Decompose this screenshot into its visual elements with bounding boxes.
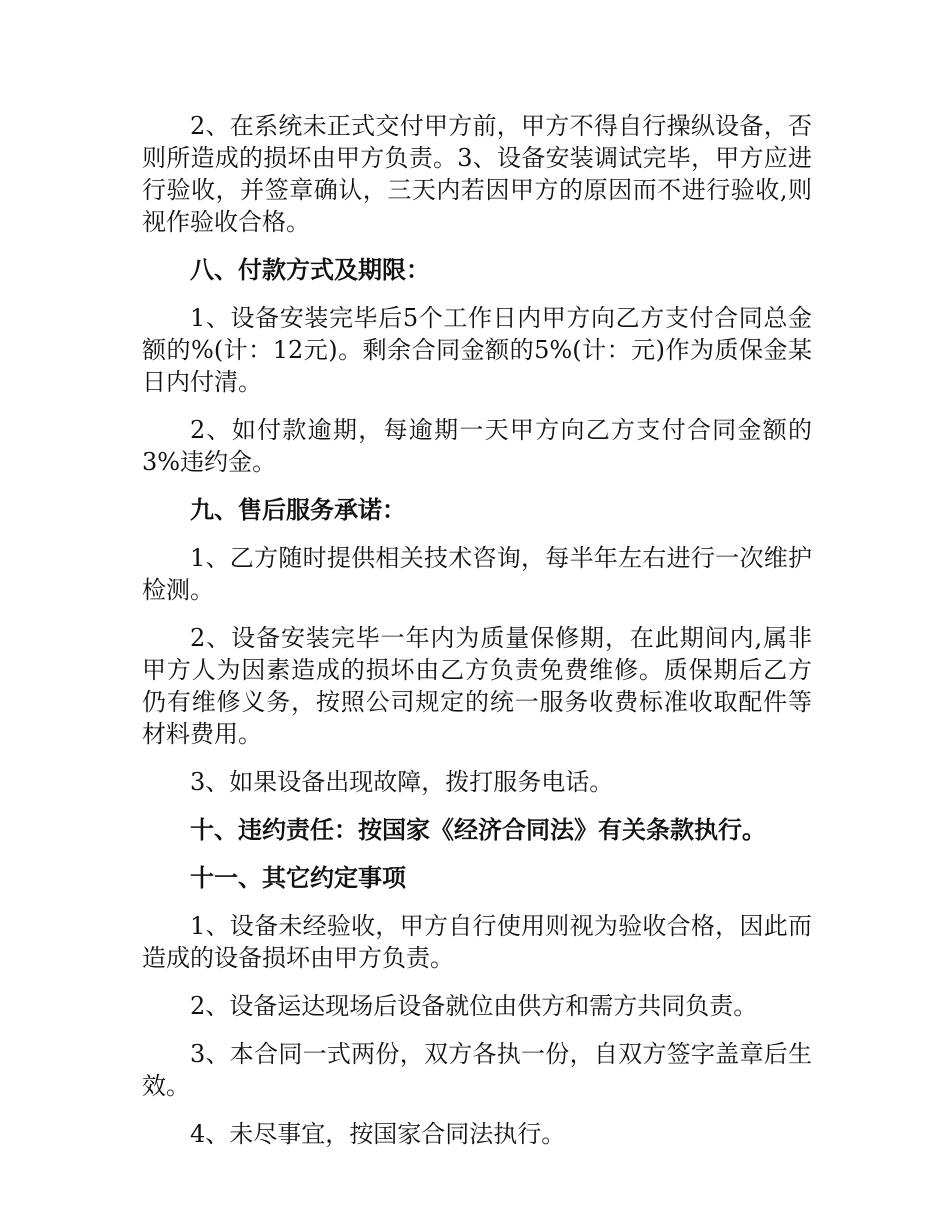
section-heading-breach: 十、违约责任：按国家《经济合同法》有关条款执行。: [190, 815, 766, 844]
section-heading-other-terms: 十一、其它约定事项: [190, 863, 406, 892]
other-terms-item-1: 1、设备未经验收，甲方自行使用则视为验收合格，因此而造成的设备损坏由甲方负责。: [142, 912, 812, 972]
other-terms-item-2: 2、设备运达现场后设备就位由供方和需方共同负责。: [190, 992, 758, 1020]
payment-item-2: 2、如付款逾期，每逾期一天甲方向乙方支付合同金额的3%违约金。: [142, 416, 812, 476]
section-heading-payment: 八、付款方式及期限：: [190, 255, 430, 284]
document-body: [142, 110, 812, 1166]
after-sales-item-1: 1、乙方随时提供相关技术咨询，每半年左右进行一次维护检测。: [142, 544, 812, 604]
after-sales-item-3: 3、如果设备出现故障，拨打服务电话。: [190, 768, 614, 796]
section-heading-after-sales: 九、售后服务承诺：: [190, 495, 406, 524]
after-sales-item-2: 2、设备安装完毕一年内为质量保修期，在此期间内,属非甲方人为因素造成的损坏由乙方负责免费维修。质保期后乙方仍有维修义务，按照公司规定的统一服务收费标准收取配件等材料费用。: [142, 624, 812, 748]
clause-7-item-2-3: 2、在系统未正式交付甲方前，甲方不得自行操纵设备，否则所造成的损坏由甲方负责。3、设备安装调试完毕，甲方应进行验收，并签章确认，三天内若因甲方的原因而不进行验收,则视作验收合格。: [142, 112, 812, 236]
payment-item-1: 1、设备安装完毕后5个工作日内甲方向乙方支付合同总金额的%(计：12元)。剩余合同金额的5%(计：元)作为质保金某日内付清。: [142, 304, 812, 396]
other-terms-item-3: 3、本合同一式两份，双方各执一份，自双方签字盖章后生效。: [142, 1040, 812, 1100]
other-terms-item-4: 4、未尽事宜，按国家合同法执行。: [190, 1120, 566, 1148]
